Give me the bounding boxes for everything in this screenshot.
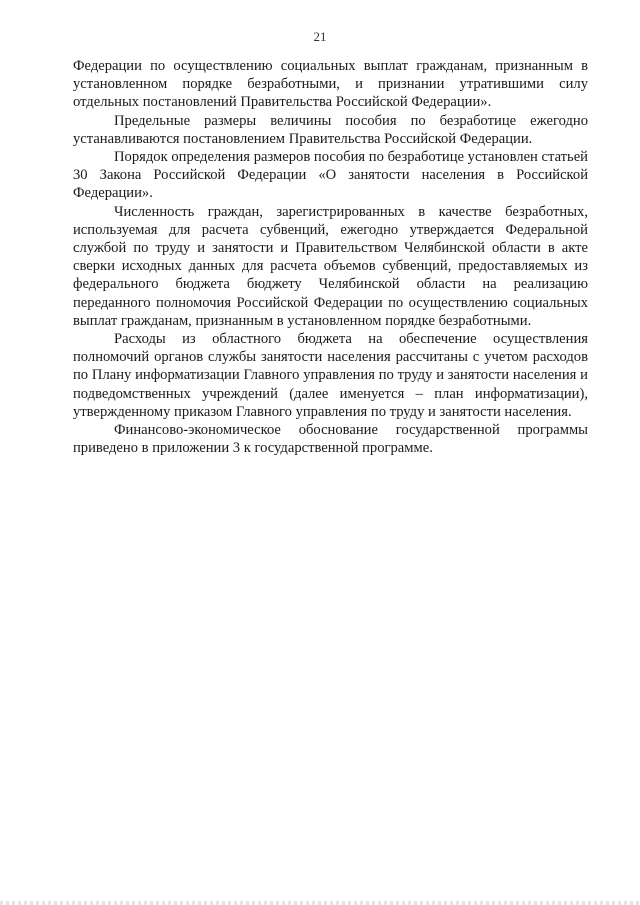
paragraph-regional-expenses: Расходы из областного бюджета на обеспечение осуществления полномочий органов службы занятости населения рассчитаны с учетом расходов по Плану информатизации Главного управления по труду и занятости населения и подведомственных учреждений (далее именуется – план информатизации), утвержденному приказом Главного управления по труду и занятости населения. [73, 331, 588, 420]
scan-bottom-edge [0, 901, 640, 905]
paragraph-financial-justification: Финансово-экономическое обоснование государственной программы приведено в приложении 3 к государственной программе. [73, 422, 588, 457]
paragraph-unemployed-count: Численность граждан, зарегистрированных в качестве безработных, используемая для расчета субвенций, ежегодно утверждается Федеральной службой по труду и занятости и Правительством Челябинской области в акте сверки исходных данных для расчета объемов субвенций, предоставляемых из федерального бюджета бюджету Челябинской области на реализацию переданного полномочия Российской Федерации по осуществлению социальных выплат гражданам, признанным в установленном порядке безработными. [73, 203, 588, 329]
page-number: 21 [313, 29, 327, 44]
document-body [73, 57, 588, 457]
paragraph-benefit-procedure: Порядок определения размеров пособия по безработице установлен статьей 30 Закона Российской Федерации «О занятости населения в Российской Федерации». [73, 149, 588, 202]
paragraph-continuation: Федерации по осуществлению социальных выплат гражданам, признанным в установленном порядке безработными, и признании утратившими силу отдельных постановлений Правительства Российской Федерации». [73, 58, 588, 111]
paragraph-benefit-limits: Предельные размеры величины пособия по безработице ежегодно устанавливаются постановлением Правительства Российской Федерации. [73, 112, 588, 147]
